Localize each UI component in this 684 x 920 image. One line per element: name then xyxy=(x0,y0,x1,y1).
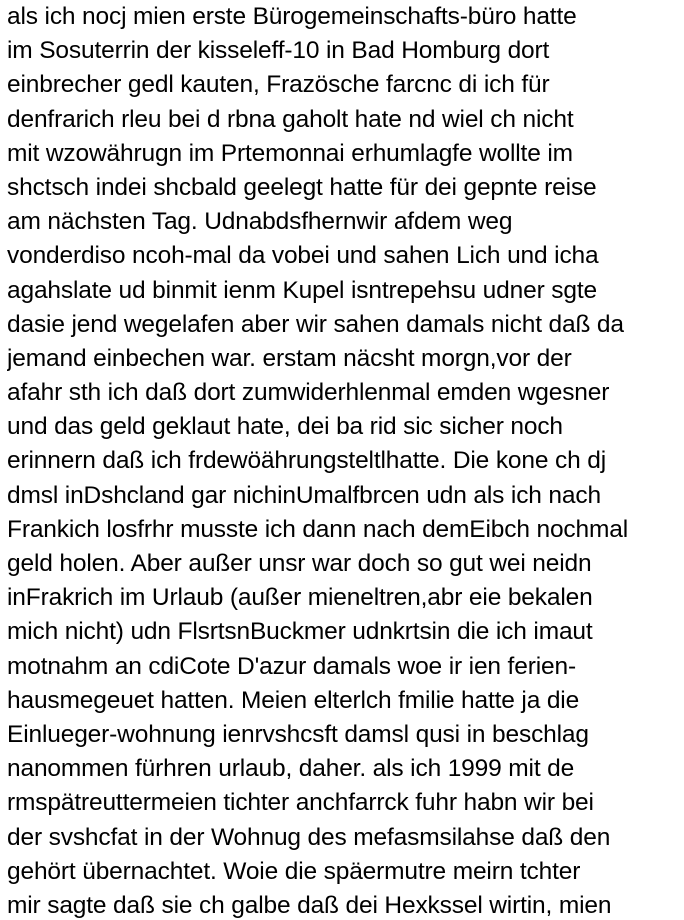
text-line: am nächsten Tag. Udnabdsfhernwir afdem weg xyxy=(7,208,513,236)
text-line: vonderdiso ncoh-mal da vobei und sahen Lich und icha xyxy=(7,242,599,270)
document-text xyxy=(7,0,683,920)
text-line: afahr sth ich daß dort zumwiderhlenmal emden wgesner xyxy=(7,379,610,407)
text-line: agahslate ud binmit ienm Kupel isntrepehsu udner sgte xyxy=(7,276,597,304)
text-line: dmsl inDshcland gar nichinUmalfbrcen udn als ich nach xyxy=(7,481,601,509)
text-line: rmspätreuttermeien tichter anchfarrck fuhr habn wir bei xyxy=(7,789,594,817)
text-line: nanommen fürhren urlaub, daher. als ich 1999 mit de xyxy=(7,755,575,783)
text-line: und das geld geklaut hate, dei ba rid sic sicher noch xyxy=(7,413,563,441)
text-line: inFrakrich im Urlaub (außer mieneltren,abr eie bekalen xyxy=(7,584,593,612)
text-line: motnahm an cdiCote D'azur damals woe ir ien ferien- xyxy=(7,652,576,680)
text-line: mit wzowährugn im Prtemonnai erhumlagfe wollte im xyxy=(7,139,573,167)
text-line: einbrecher gedl kauten, Frazösche farcnc di ich für xyxy=(7,71,550,99)
text-line: erinnern daß ich frdewöährungsteltlhatte. Die kone ch dj xyxy=(7,447,607,475)
text-line: der svshcfat in der Wohnug des mefasmsilahse daß den xyxy=(7,823,611,851)
text-line: jemand einbechen war. erstam näcsht morgn,vor der xyxy=(7,344,572,372)
text-line: gehört übernachtet. Woie die späermutre meirn tchter xyxy=(7,857,581,885)
text-line: im Sosuterrin der kisseleff-10 in Bad Homburg dort xyxy=(7,37,550,65)
text-line: hausmegeuet hatten. Meien elterlch fmilie hatte ja die xyxy=(7,686,580,714)
text-line: denfrarich rleu bei d rbna gaholt hate nd wiel ch nicht xyxy=(7,105,574,133)
text-line: mir sagte daß sie ch galbe daß dei Hexkssel wirtin, mien xyxy=(7,891,612,919)
text-line: shctsch indei shcbald geelegt hatte für dei gepnte reise xyxy=(7,173,597,201)
text-line: geld holen. Aber außer unsr war doch so gut wei neidn xyxy=(7,550,592,577)
text-line: als ich nocj mien erste Bürogemeinschafts-büro hatte xyxy=(7,3,577,30)
text-line: mich nicht) udn FlsrtsnBuckmer udnkrtsin die ich imaut xyxy=(7,618,593,646)
text-line: Einlueger-wohnung ienrvshcsft damsl qusi in beschlag xyxy=(7,720,589,748)
text-line: dasie jend wegelafen aber wir sahen damals nicht daß da xyxy=(7,310,624,338)
text-line: Frankich losfrhr musste ich dann nach demEibch nochmal xyxy=(7,515,629,543)
